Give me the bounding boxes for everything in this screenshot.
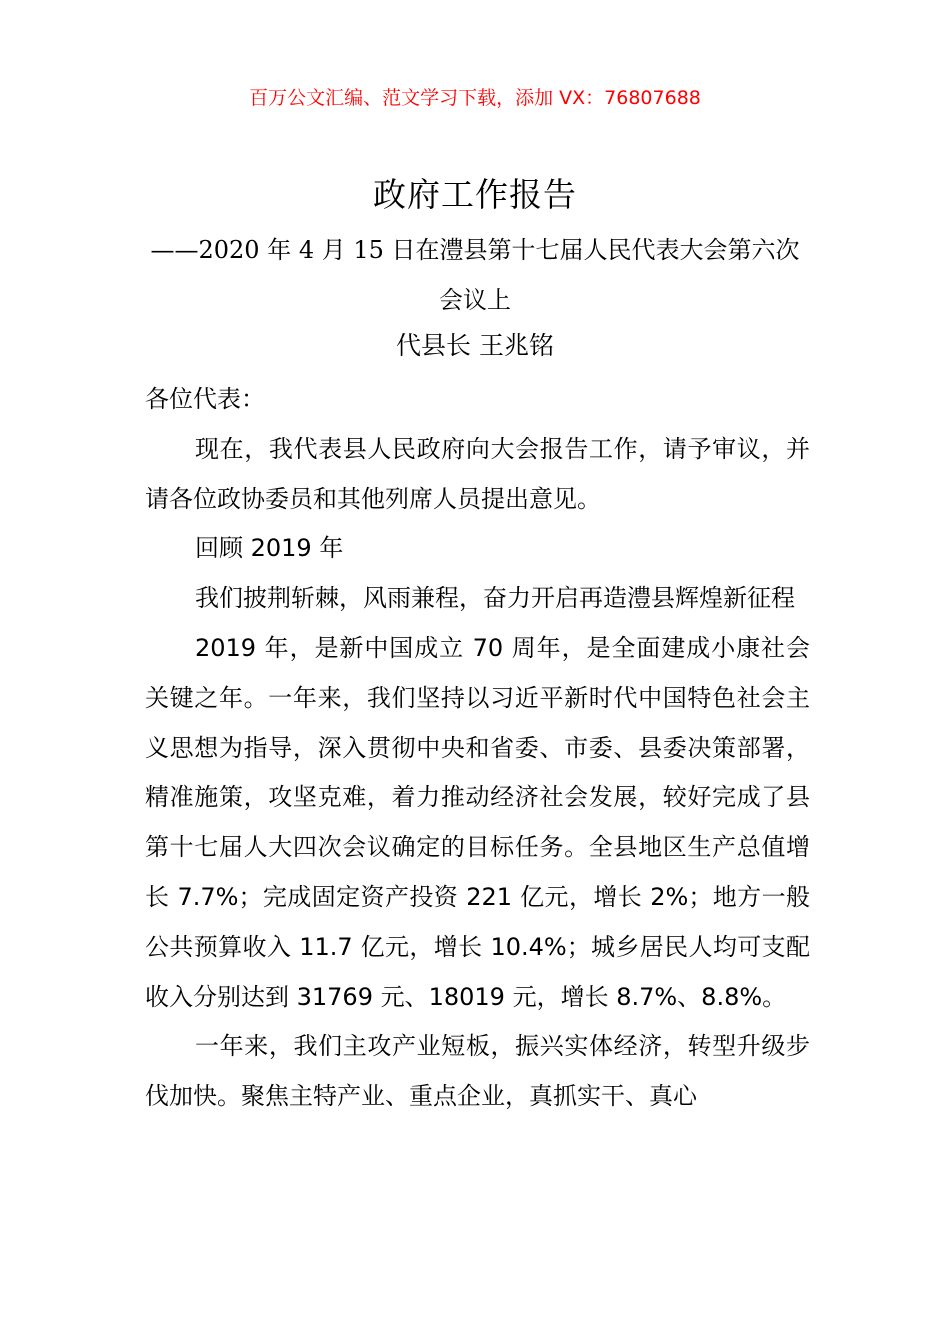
- document-title: 政府工作报告: [373, 175, 577, 214]
- document-subtitle: ——2020 年 4 月 15 日在澧县第十七届人民代表大会第六次会议上: [150, 236, 800, 314]
- report-body: [145, 375, 810, 1122]
- paragraph-intro: 现在，我代表县人民政府向大会报告工作，请予审议，并请各位政协委员和其他列席人员提出意见。: [145, 434, 810, 513]
- section-heading-review: 回顾 2019 年: [195, 534, 344, 563]
- speaker-line: 代县长 王兆铭: [396, 331, 554, 360]
- download-banner: 百万公文汇编、范文学习下载，添加 VX：76807688: [249, 87, 701, 109]
- paragraph-industry: 一年来，我们主攻产业短板，振兴实体经济，转型升级步伐加快。聚焦主特产业、重点企业，真抓实干、真心: [145, 1032, 810, 1111]
- section-subheading: 我们披荆斩棘，风雨兼程，奋力开启再造澧县辉煌新征程: [195, 584, 795, 613]
- salutation: 各位代表：: [145, 385, 265, 413]
- paragraph-summary: 2019 年，是新中国成立 70 周年，是全面建成小康社会关键之年。一年来，我们坚持以习近平新时代中国特色社会主义思想为指导，深入贯彻中央和省委、市委、县委决策部署，精准施策，攻坚克难，着力推动经济社会发展，较好完成了县第十七届人大四次会议确定的目标任务。全县地区生产总值增长 7.7%；完成固定资产投资 221 亿元，增长 2%；地方一般公共预算收入 11.7 亿元，增长 10.4%；城乡居民人均可支配收入分别达到 31769 元、18019 元，增长 8.7%、8.8%。: [145, 633, 810, 1011]
